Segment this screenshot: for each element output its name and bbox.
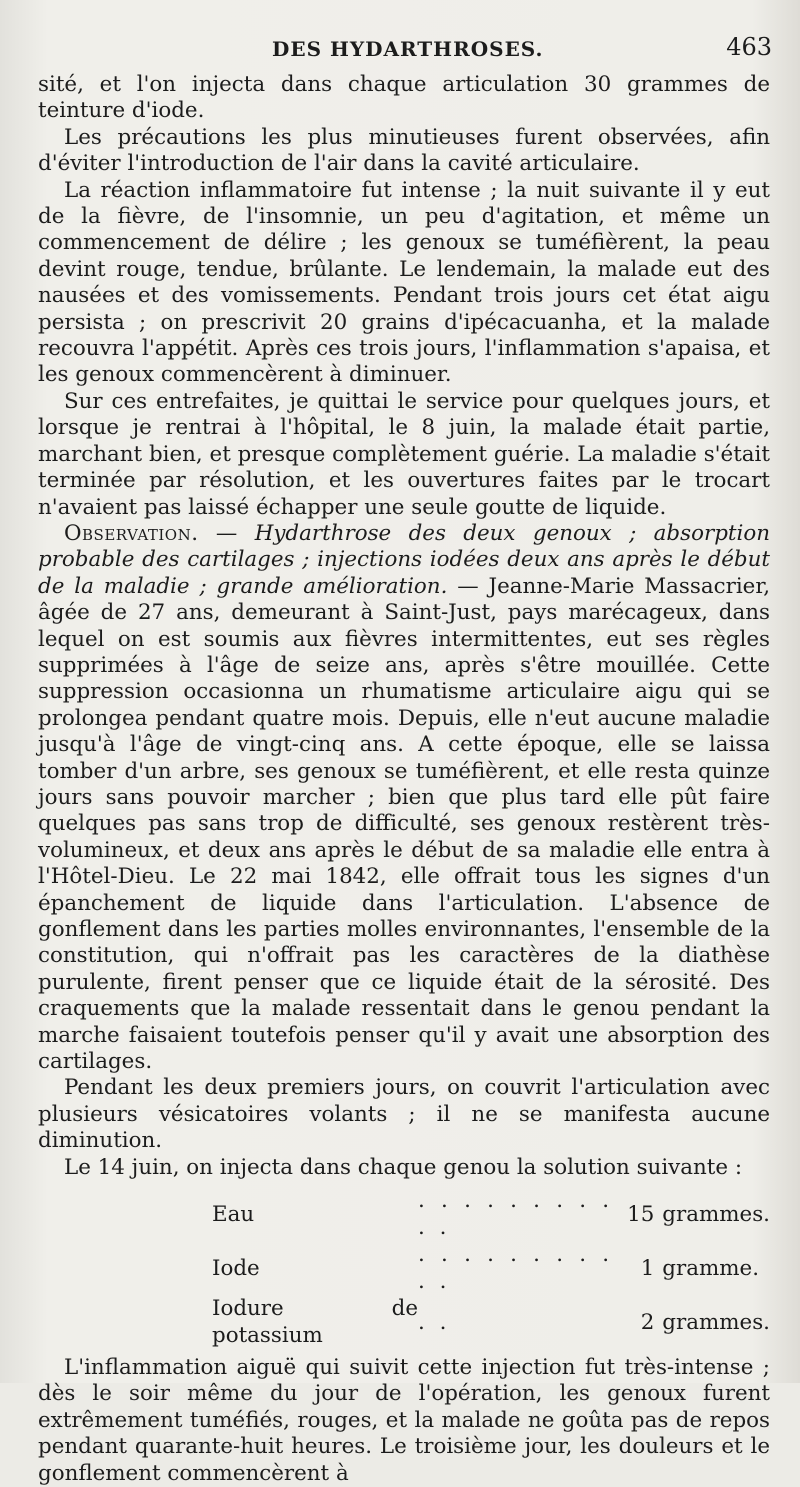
paragraph-continuation: sité, et l'on injecta dans chaque articulation 30 grammes de teinture d'iode. — [38, 72, 770, 124]
formula-leader-dots: . . . . . . . . . . . — [418, 1242, 614, 1295]
observation-title: Hydarthrose des deux genoux ; absorption probable des cartilages ; injections iodées deux ans après le début de la maladie ; grande amélioration. — [38, 520, 770, 599]
paragraph: Pendant les deux premiers jours, on couvrit l'articulation avec plusieurs vésicatoires volants ; il ne se manifesta aucune diminution. — [38, 1075, 770, 1154]
formula-row — [212, 1295, 770, 1349]
formula-unit: grammes. — [662, 1309, 770, 1335]
paragraph: La réaction inflammatoire fut intense ; la nuit suivante il y eut de la fièvre, de l'insomnie, un peu d'agitation, et même un commencement de délire ; les genoux se tuméfièrent, la peau devint rouge, tendue, brûlante. Le lendemain, la malade eut des nausées et des vomissements. Pendant trois jours cet état aigu persista ; on prescrivit 20 grains d'ipécacuanha, et la malade recouvra l'appétit. Après ces trois jours, l'inflammation s'apaisa, et les genoux commencèrent à diminuer. — [38, 177, 770, 388]
page-number: 463 — [726, 33, 772, 61]
formula-amount: 1 — [640, 1255, 655, 1281]
formula-table — [212, 1187, 770, 1349]
formula-ingredient: Iodure de potassium — [212, 1296, 419, 1349]
formula-leader-dots: . . . . . . . . . . . — [418, 1188, 614, 1241]
body-text — [38, 72, 770, 1487]
formula-amount: 2 — [640, 1309, 655, 1335]
paragraph: Les précautions les plus minutieuses furent observées, afin d'éviter l'introduction de l'air dans la cavité articulaire. — [38, 124, 770, 177]
formula-unit: grammes. — [662, 1201, 770, 1227]
formula-row — [212, 1187, 770, 1241]
paragraph: L'inflammation aiguë qui suivit cette injection fut très-intense ; dès le soir même du jour de l'opération, les genoux furent extrêmement tuméfiés, rouges, et la malade ne goûta pas de repos pendant quarante-huit heures. Le troisième jour, les douleurs et le gonflement commencèrent à — [38, 1355, 770, 1486]
paragraph: Le 14 juin, on injecta dans chaque genou la solution suivante : — [64, 1154, 743, 1180]
formula-leader-dots: . . — [418, 1309, 451, 1335]
observation-body: — Jeanne-Marie Massacrier, âgée de 27 ans, demeurant à Saint-Just, pays marécageux, dans lequel on est soumis aux fièvres intermittentes, eut ses règles supprimées à l'âge de seize ans, après s'être mouillée. Cette suppression occasionna un rhumatisme articulaire aigu qui se prolongea pendant quatre mois. Depuis, elle n'eut aucune maladie jusqu'à l'âge de vingt-cinq ans. A cette époque, elle se laissa tomber d'un arbre, ses genoux se tuméfièrent, et elle resta quinze jours sans pouvoir marcher ; bien que plus tard elle pût faire quelques pas sans trop de difficulté, ses genoux restèrent très-volumineux, et deux ans après le début de sa maladie elle entra à l'Hôtel-Dieu. Le 22 mai 1842, elle offrait tous les signes d'un épanchement de liquide dans l'articulation. L'absence de gonflement dans les parties molles environnantes, l'ensemble de la constitution, qui n'offrait pas les caractères de la diathèse purulente, firent penser que ce liquide était de la sérosité. Des craquements que la malade ressentait dans le genou pendant la marche faisaient toutefois penser qu'il y avait une absorption des cartilages. — [38, 573, 770, 1075]
observation-dash: — — [198, 520, 255, 546]
formula-ingredient: Eau — [212, 1201, 255, 1227]
observation-heading: Observation. — [64, 520, 199, 546]
paragraph: Sur ces entrefaites, je quittai le service pour quelques jours, et lorsque je rentrai à l'hôpital, le 8 juin, la malade était partie, marchant bien, et presque complètement guérie. La maladie s'était terminée par résolution, et les ouvertures faites par le trocart n'avaient pas laissé échapper une seule goutte de liquide. — [38, 388, 770, 520]
observation-paragraph — [38, 521, 770, 1076]
formula-ingredient: Iode — [212, 1255, 260, 1281]
formula-unit: gramme. — [662, 1255, 759, 1281]
running-title: DES HYDARTHROSES. — [272, 37, 544, 61]
page-header — [0, 33, 800, 67]
formula-row — [212, 1241, 770, 1295]
formula-amount: 15 — [627, 1201, 655, 1227]
